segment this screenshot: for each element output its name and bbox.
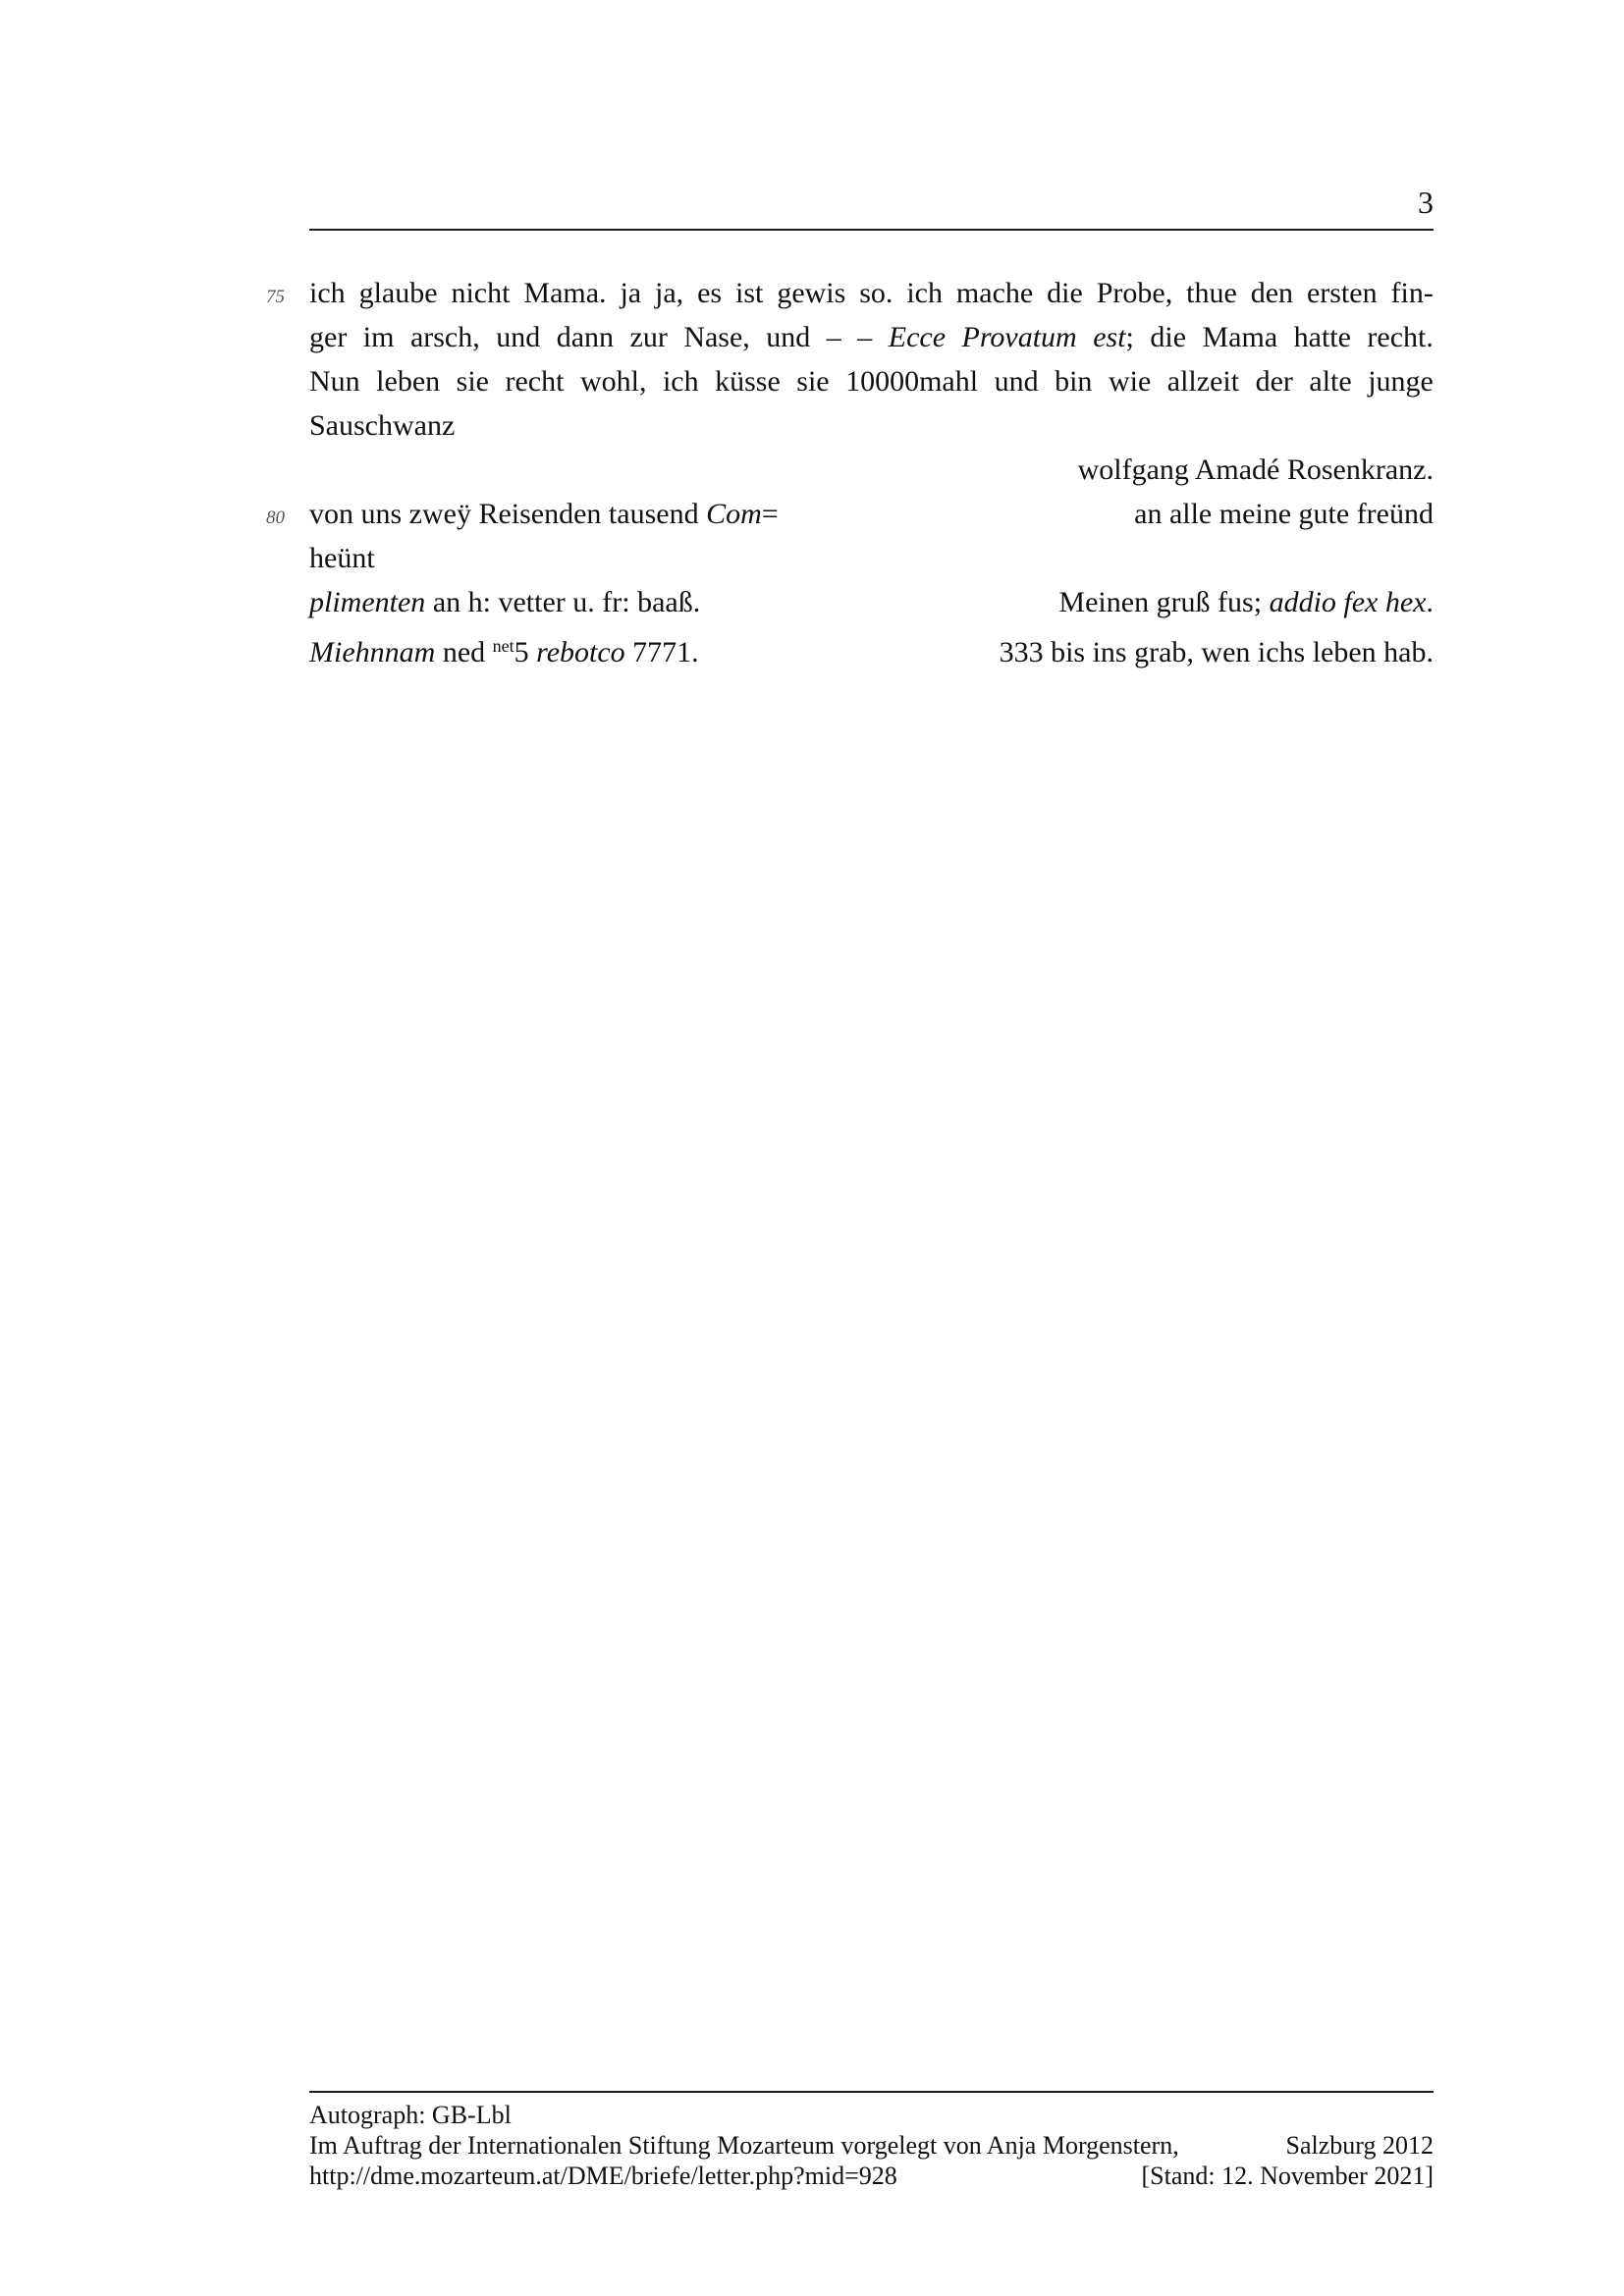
word — [1109, 359, 1151, 403]
text-segment: Sauschwanz — [309, 409, 456, 442]
text-line — [309, 271, 1434, 315]
text-segment: dann — [556, 321, 615, 353]
text-segment: fin- — [1390, 277, 1434, 309]
word — [655, 271, 683, 315]
word — [956, 271, 1033, 315]
text-segment: Meinen gruß fus; — [1058, 586, 1270, 618]
word — [766, 315, 810, 359]
word — [735, 271, 763, 315]
text-line-right — [1058, 580, 1434, 624]
text-segment: von uns zweÿ Reisenden tausend — [309, 498, 707, 530]
word — [496, 315, 540, 359]
text-segment: alte — [1309, 365, 1352, 398]
word — [376, 359, 440, 403]
footer-rule — [309, 2091, 1434, 2093]
text-segment: Com — [706, 498, 762, 530]
text-segment: es — [697, 277, 723, 309]
word — [827, 315, 841, 359]
text-line — [309, 536, 1434, 580]
text-line — [309, 492, 1434, 536]
text-segment: bin — [1055, 365, 1093, 398]
word — [697, 271, 722, 315]
footer-stand: [Stand: 12. November 2021] — [1141, 2162, 1434, 2190]
word — [410, 315, 480, 359]
text-segment: so. — [859, 277, 893, 309]
word — [1167, 359, 1239, 403]
text-segment: Mama — [1202, 321, 1278, 353]
text-segment: im — [362, 321, 395, 353]
word — [309, 271, 346, 315]
word — [1097, 271, 1173, 315]
text-segment: addio fex hex — [1269, 586, 1427, 618]
word — [309, 315, 347, 359]
word — [1055, 359, 1092, 403]
text-segment: ich — [662, 365, 699, 398]
word — [962, 315, 1077, 359]
word — [359, 271, 438, 315]
text-segment: die — [1047, 277, 1083, 309]
text-segment: recht. — [1367, 321, 1434, 353]
word — [995, 359, 1039, 403]
text-line-right — [1000, 630, 1434, 674]
text-segment: glaube — [358, 277, 438, 309]
text-segment: 10000mahl — [845, 365, 979, 398]
word — [1203, 315, 1278, 359]
text-segment: ned — [435, 635, 493, 668]
text-segment: und — [766, 321, 811, 353]
text-line-left — [309, 492, 779, 536]
word — [1047, 271, 1083, 315]
word — [523, 271, 606, 315]
text-line — [309, 624, 1434, 668]
word — [1150, 315, 1186, 359]
text-line — [309, 315, 1434, 359]
text-segment: ger — [309, 321, 348, 353]
text-segment: ersten — [1306, 277, 1378, 309]
text-segment: ja — [620, 277, 642, 309]
text-segment: gewis — [777, 277, 846, 309]
word — [457, 359, 489, 403]
text-segment: nicht — [451, 277, 511, 309]
text-segment: die — [1150, 321, 1187, 353]
word — [580, 359, 647, 403]
text-segment: – — [857, 321, 873, 353]
text-segment: = — [761, 498, 779, 530]
text-segment: est — [1093, 321, 1126, 353]
text-segment: wie — [1108, 365, 1152, 398]
footer-imprint-place: Salzburg 2012 — [1285, 2131, 1434, 2160]
text-segment: Nase, — [683, 321, 750, 353]
text-segment: ich — [309, 277, 346, 309]
text-segment: Probe, — [1096, 277, 1173, 309]
word — [1294, 315, 1351, 359]
text-segment: junge — [1368, 365, 1434, 398]
word — [1307, 271, 1378, 315]
text-segment: heünt — [309, 542, 375, 574]
footer-url[interactable]: http://dme.mozarteum.at/DME/briefe/letter.php?mid=928 — [309, 2162, 897, 2190]
text-segment: sie — [796, 365, 830, 398]
text-segment: – — [826, 321, 841, 353]
text-segment: den — [1250, 277, 1294, 309]
word — [1391, 271, 1434, 315]
footer-url-line — [309, 2161, 1434, 2191]
word — [557, 315, 614, 359]
text-segment: hatte — [1293, 321, 1351, 353]
text-segment: recht — [505, 365, 565, 398]
word — [845, 359, 978, 403]
text-segment: allzeit — [1166, 365, 1240, 398]
text-line-left — [309, 580, 700, 624]
text-segment: ja, — [655, 277, 684, 309]
text-segment: sie — [456, 365, 489, 398]
text-segment: an h: vetter u. fr: baaß. — [425, 586, 701, 618]
text-segment: der — [1255, 365, 1293, 398]
text-segment: Ecce — [888, 321, 947, 353]
word — [309, 359, 360, 403]
page-number: 3 — [1418, 185, 1434, 220]
word — [663, 359, 699, 403]
text-segment: küsse — [715, 365, 781, 398]
text-segment: an alle meine gute freünd — [1134, 498, 1434, 530]
word — [1368, 359, 1434, 403]
text-segment: Miehnnam — [309, 635, 436, 668]
text-segment: 333 bis ins grab, wen ichs leben hab. — [999, 635, 1434, 668]
word — [859, 271, 893, 315]
footer-autograph: Autograph: GB-Lbl — [309, 2101, 512, 2129]
text-line — [309, 403, 1434, 448]
text-segment: net — [492, 636, 514, 656]
text-segment: Nun — [309, 365, 360, 398]
margin-line-number-75: 75 — [266, 287, 285, 307]
footer-imprint-line — [309, 2130, 1434, 2161]
text-line — [309, 359, 1434, 403]
word — [777, 271, 845, 315]
word — [505, 359, 564, 403]
word — [630, 315, 668, 359]
text-segment: rebotco — [536, 635, 625, 668]
text-segment: und — [994, 365, 1039, 398]
footer-imprint-text: Im Auftrag der Internationalen Stiftung Mozarteum vorgelegt von Anja Morgenstern, — [309, 2131, 1179, 2160]
text-line-right — [1134, 492, 1434, 536]
word — [683, 315, 749, 359]
text-line-left — [309, 624, 699, 674]
text-segment: plimenten — [309, 586, 426, 618]
margin-line-number-80: 80 — [266, 507, 285, 528]
text-segment: 7771. — [624, 635, 699, 668]
text-segment: Mama. — [523, 277, 607, 309]
text-segment: leben — [376, 365, 441, 398]
text-segment: ; — [1125, 321, 1134, 353]
text-segment: wohl, — [579, 365, 647, 398]
text-segment: ich — [906, 277, 943, 309]
text-segment: 5 — [514, 635, 537, 668]
word — [1256, 359, 1293, 403]
text-segment: thue — [1186, 277, 1237, 309]
text-segment: und — [496, 321, 541, 353]
header-rule — [309, 229, 1434, 231]
text-segment: arsch, — [409, 321, 480, 353]
page-footer — [309, 2100, 1434, 2191]
word — [363, 315, 395, 359]
word — [857, 315, 872, 359]
text-segment: . — [1426, 586, 1434, 618]
text-segment: Provatum — [961, 321, 1077, 353]
word — [906, 271, 943, 315]
text-segment: ist — [735, 277, 764, 309]
word — [1186, 271, 1237, 315]
text-line — [309, 580, 1434, 624]
word — [715, 359, 781, 403]
text-segment: mache — [955, 277, 1034, 309]
word — [451, 271, 510, 315]
word — [1093, 315, 1134, 359]
text-segment: zur — [629, 321, 668, 353]
word — [796, 359, 829, 403]
signature-line — [309, 448, 1434, 492]
word — [889, 315, 946, 359]
word — [1367, 315, 1433, 359]
word — [620, 271, 641, 315]
letter-text-block — [309, 271, 1434, 668]
word — [1251, 271, 1293, 315]
word — [1309, 359, 1351, 403]
text-segment: wolfgang Amadé Rosenkranz. — [1077, 454, 1434, 486]
